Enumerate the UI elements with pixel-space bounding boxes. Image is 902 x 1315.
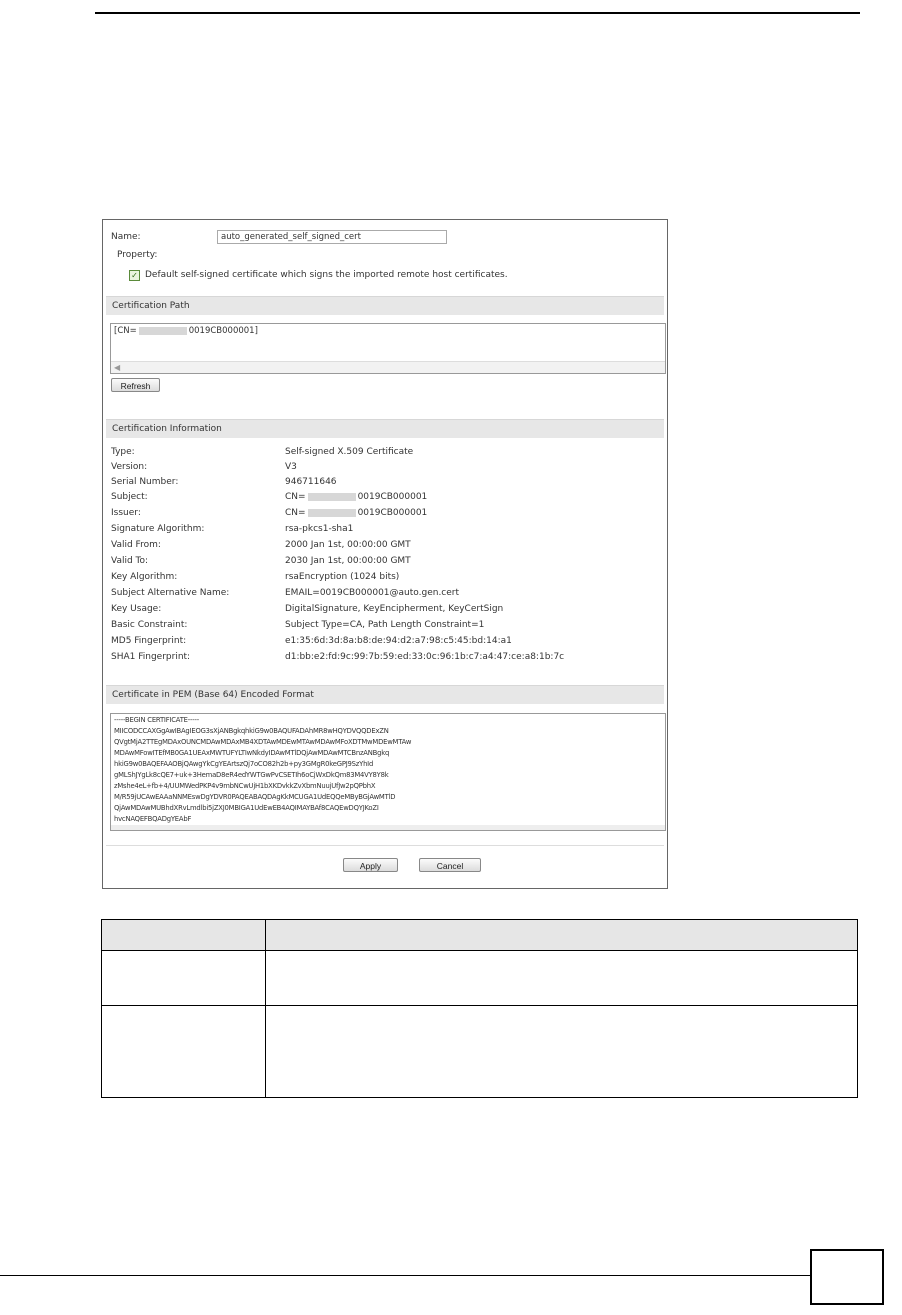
path-prefix: [CN= [114, 326, 137, 336]
certification-path-header [106, 296, 664, 315]
redacted-block [308, 509, 356, 517]
info-row-subject-alternative-name: Subject Alternative Name: EMAIL=0019CB000001@auto.gen.cert [111, 588, 460, 598]
table-description-cell [266, 1006, 858, 1098]
table-label-cell [102, 951, 266, 1006]
footer-rule [0, 1275, 810, 1276]
table-header-label-cell [102, 920, 266, 951]
table-description-cell [266, 951, 858, 1006]
certification-information-title: Certification Information [112, 424, 222, 434]
page-number-box [810, 1249, 884, 1305]
info-row-md5-fingerprint: MD5 Fingerprint: e1:35:6d:3d:8a:b8:de:94:d2:a7:98:c5:45:bd:14:a1 [111, 636, 512, 646]
property-checkbox[interactable]: ✓ [129, 270, 140, 281]
table-label-cell [102, 1006, 266, 1098]
pem-line: gMLShJYgLk8cQE7+uk+3HemaD8eR4edYWTGwPvCSETIh6oCjWxDkQm83M4VY8Y8k [114, 771, 389, 779]
info-row-valid-from: Valid From: 2000 Jan 1st, 00:00:00 GMT [111, 540, 411, 550]
cancel-button[interactable]: Cancel [419, 858, 481, 872]
certification-information-header [106, 419, 664, 438]
pem-line: hkiG9w0BAQEFAAOBjQAwgYkCgYEArtszQj7oCO82h2b+py3GMgR0keGPJ9SzYhId [114, 760, 374, 768]
info-row-basic-constraint: Basic Constraint: Subject Type=CA, Path Length Constraint=1 [111, 620, 485, 630]
pem-line: MDAwMFowITEfMB0GA1UEAxMWTUFYLTIwNkdyIDAwMTlDQjAwMDAwMTCBnzANBgkq [114, 749, 390, 757]
pem-line: M/R59jUCAwEAAaNNMEswDgYDVR0PAQEABAQDAgKkMCUGA1UdEQQeMByBGjAwMTlD [114, 793, 396, 801]
info-row-serial-number: Serial Number: 946711646 [111, 477, 337, 487]
property-label: Property: [117, 250, 158, 260]
redacted-block [308, 493, 356, 501]
table-header-description-cell [266, 920, 858, 951]
pem-line: zMshe4eL+fb+4/UUMWedPKP4v9mbNCwUjH1bXKDvkkZvXbmNuujUfJw2pQPbhX [114, 782, 376, 790]
apply-button[interactable]: Apply [343, 858, 398, 872]
refresh-button[interactable]: Refresh [111, 378, 160, 392]
description-table [101, 919, 858, 1098]
table-row [102, 951, 858, 1006]
certification-path-entry[interactable] [114, 326, 258, 336]
pem-header [106, 685, 664, 704]
table-header-row [102, 920, 858, 951]
info-row-signature-algorithm: Signature Algorithm: rsa-pkcs1-sha1 [111, 524, 354, 534]
pem-line: hvcNAQEFBQADgYEAbF [114, 815, 192, 823]
info-row-sha1-fingerprint: SHA1 Fingerprint: d1:bb:e2:fd:9c:99:7b:59:ed:33:0c:96:1b:c7:a4:47:ce:a8:1b:7c [111, 652, 565, 662]
pem-textarea[interactable] [110, 713, 666, 831]
info-row-version: Version: V3 [111, 462, 297, 472]
info-row-type: Type: Self-signed X.509 Certificate [111, 447, 414, 457]
pem-line: MIICODCCAXGgAwIBAgIEOG3sXjANBgkqhkiG9w0BAQUFADAhMR8wHQYDVQQDExZN [114, 727, 389, 735]
table-row [102, 1006, 858, 1098]
info-row-issuer: Issuer: CN= 0019CB000001 [111, 508, 428, 518]
certificate-edit-screenshot [102, 219, 668, 889]
header-rule [95, 12, 860, 14]
pem-line: QVgtMjA2TTEgMDAxOUNCMDAwMDAxMB4XDTAwMDEwMTAwMDAwMFoXDTMwMDEwMTAw [114, 738, 412, 746]
info-row-key-algorithm: Key Algorithm: rsaEncryption (1024 bits) [111, 572, 400, 582]
certification-path-list[interactable] [110, 323, 666, 374]
info-row-subject: Subject: CN= 0019CB000001 [111, 492, 428, 502]
name-label: Name: [111, 232, 141, 242]
pem-line: QjAwMDAwMUBhdXRvLmdlbi5jZXJ0MBIGA1UdEwEB4AQIMAYBAf8CAQEwDQYJKoZI [114, 804, 379, 812]
horizontal-scrollbar[interactable] [111, 361, 665, 373]
path-suffix: 0019CB000001] [188, 326, 258, 336]
redacted-block [139, 327, 187, 335]
info-row-key-usage: Key Usage: DigitalSignature, KeyEncipherment, KeyCertSign [111, 604, 504, 614]
name-input[interactable]: auto_generated_self_signed_cert [217, 230, 447, 244]
button-divider [106, 845, 664, 846]
property-checkbox-label: Default self-signed certificate which signs the imported remote host certificates. [145, 270, 508, 280]
scroll-left-icon[interactable]: ◀ [114, 363, 121, 372]
pem-scrollbar[interactable] [111, 825, 665, 830]
info-row-valid-to: Valid To: 2030 Jan 1st, 00:00:00 GMT [111, 556, 411, 566]
pem-title: Certificate in PEM (Base 64) Encoded Format [112, 690, 314, 700]
certification-path-title: Certification Path [112, 301, 190, 311]
pem-line: -----BEGIN CERTIFICATE----- [114, 716, 200, 724]
